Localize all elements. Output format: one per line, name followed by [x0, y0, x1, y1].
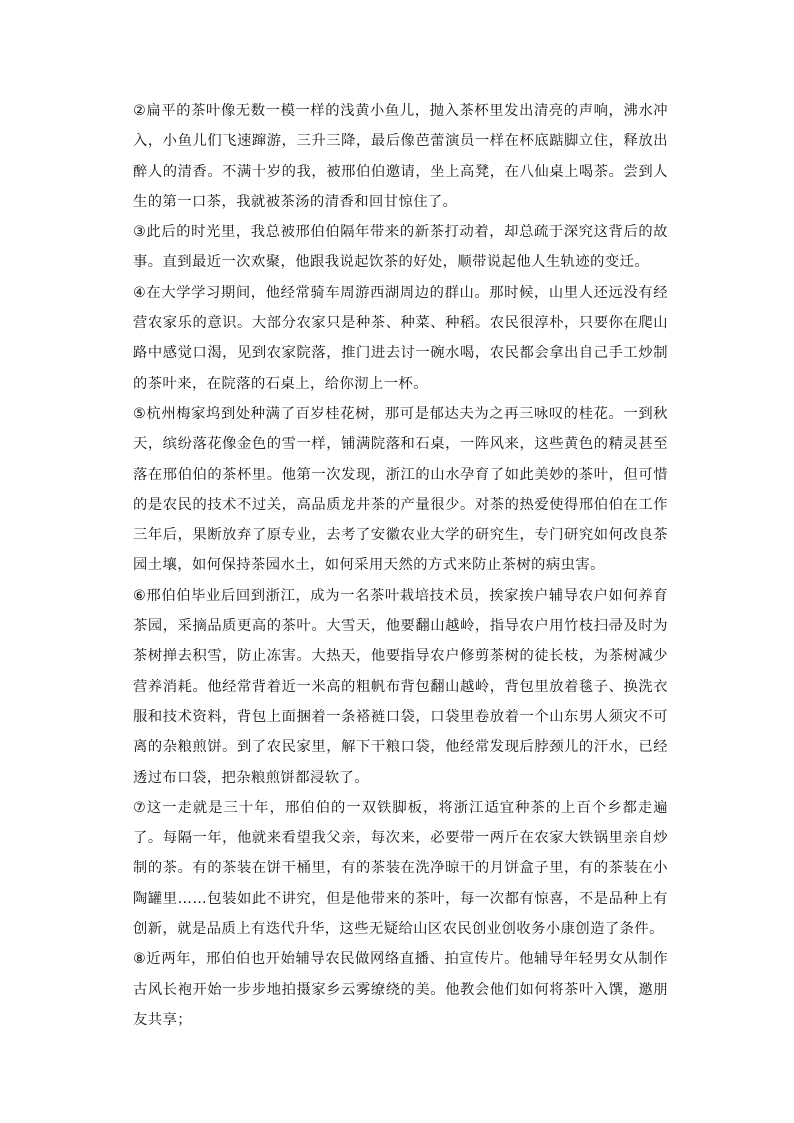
document-page — [133, 96, 668, 1035]
paragraph-4: ④在大学学习期间，他经常骑车周游西湖周边的群山。那时候，山里人还远没有经营农家乐的意识。大部分农家只是种茶、种菜、种稻。农民很淳朴，只要你在爬山路中感觉口渴，见到农家院落，推门进去讨一碗水喝，农民都会拿出自己手工炒制的茶叶来，在院落的石桌上，给你沏上一杯。 — [133, 284, 668, 392]
paragraph-3: ③此后的时光里，我总被邢伯伯隔年带来的新茶打动着，却总疏于深究这背后的故事。直到最近一次欢聚，他跟我说起饮茶的好处，顺带说起他人生轨迹的变迁。 — [133, 224, 668, 271]
paragraph-6: ⑥邢伯伯毕业后回到浙江，成为一名茶叶栽培技术员，挨家挨户辅导农户如何养育茶园，采摘品质更高的茶叶。大雪天，他要翻山越岭，指导农户用竹枝扫帚及时为茶树掸去积雪，防止冻害。大热天，他要指导农户修剪茶树的徒长枝，为茶树减少营养消耗。他经常背着近一米高的粗帆布背包翻山越岭，背包里放着毯子、换洗衣服和技术资料，背包上面捆着一条褡裢口袋，口袋里卷放着一个山东男人须灾不可离的杂粮煎饼。到了农民家里，解下干粮口袋，他经常发现后脖颈儿的汗水，已经透过布口袋，把杂粮煎饼都浸软了。 — [133, 587, 668, 786]
paragraph-5: ⑤杭州梅家坞到处种满了百岁桂花树，那可是郁达夫为之再三咏叹的桂花。一到秋天，缤纷落花像金色的雪一样，铺满院落和石桌，一阵风来，这些黄色的精灵甚至落在邢伯伯的茶杯里。他第一次发现，浙江的山水孕育了如此美妙的茶叶，但可惜的是农民的技术不过关，高品质龙井茶的产量很少。对茶的热爱使得邢伯伯在工作三年后，果断放弃了原专业，去考了安徽农业大学的研究生，专门研究如何改良茶园土壤，如何保持茶园水土，如何采用天然的方式来防止茶树的病虫害。 — [133, 405, 668, 574]
paragraph-7: ⑦这一走就是三十年，邢伯伯的一双铁脚板，将浙江适宜种茶的上百个乡都走遍了。每隔一年，他就来看望我父亲，每次来，必要带一两斤在农家大铁锅里亲自炒制的茶。有的茶装在饼干桶里，有的茶装在洗净晾干的月饼盒子里，有的茶装在小陶罐里……包装如此不讲究，但是他带来的茶叶，每一次都有惊喜，不是品种上有创新，就是品质上有迭代升华，这些无疑给山区农民创业创收务小康创造了条件。 — [133, 799, 668, 938]
paragraph-2: ②扁平的茶叶像无数一模一样的浅黄小鱼儿，抛入茶杯里发出清亮的声响，沸水冲入，小鱼儿们飞速蹿游，三升三降，最后像芭蕾演员一样在杯底踮脚立住，释放出醉人的清香。不满十岁的我，被邢伯伯邀请，坐上高凳，在八仙桌上喝茶。尝到人生的第一口茶，我就被茶汤的清香和回甘惊住了。 — [133, 103, 668, 210]
paragraph-8: ⑧近两年，邢伯伯也开始辅导农民做网络直播、拍宣传片。他辅导年轻男女从制作古风长袍开始一步步地拍摄家乡云雾缭绕的美。他教会他们如何将茶叶入馔，邀朋友共享； — [133, 951, 668, 1028]
